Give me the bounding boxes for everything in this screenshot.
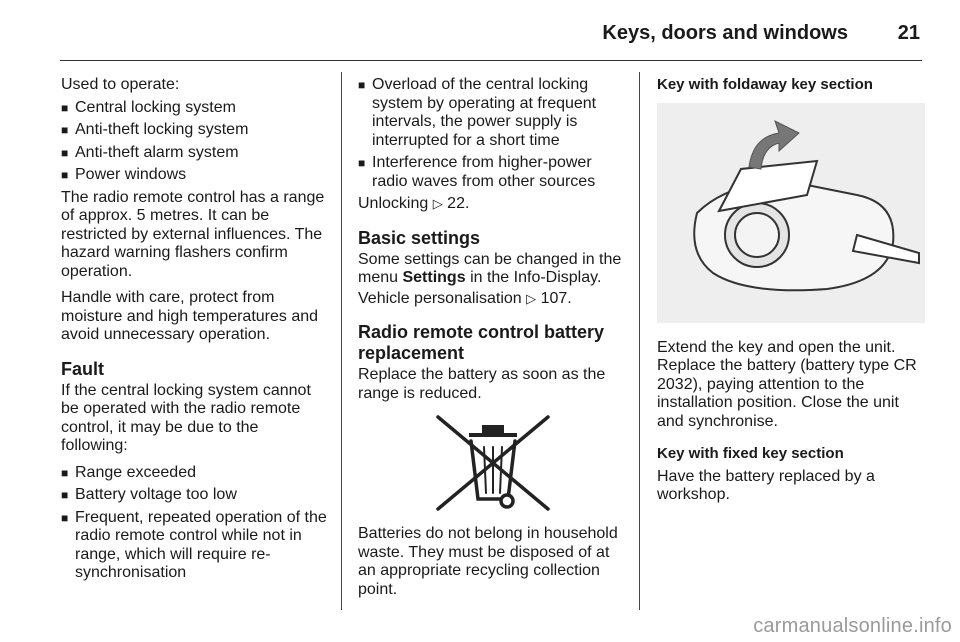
key-battery-illustration [657, 103, 925, 323]
basic-text-2: in the Info-Display. [470, 269, 602, 286]
page-header [60, 18, 922, 61]
unlocking-page-ref[interactable]: 22. [447, 195, 470, 212]
handle-paragraph: Handle with care, protect from moisture and high temperatures and avoid unnecessary operation. [61, 289, 319, 343]
list-item: ■ Range exceeded [61, 464, 329, 483]
arrow-right-icon: ▷ [432, 196, 443, 211]
personalisation-reference [358, 290, 626, 309]
battery-replacement-paragraph: Replace the battery as soon as the range is reduced. [358, 366, 606, 402]
column-divider [639, 72, 640, 610]
fault-list [61, 464, 329, 583]
fault-paragraph: If the central locking system cannot be operated with the radio remote control, it may be due to the following: [61, 381, 311, 454]
list-item: ■ Frequent, repeated operation of the radio remote control while not in range, which will require re-synchronisation [61, 509, 329, 583]
foldaway-key-paragraph: Extend the key and open the unit. Replace the battery (battery type CR 2032), paying attention to the installation position. Close the unit and synchronise. [657, 338, 917, 430]
fixed-key-heading: Key with fixed key section [657, 445, 844, 462]
list-item: ■ Overload of the central locking system by operating at frequent intervals, the power supply is interrupted for a short time [358, 76, 626, 150]
battery-replacement-heading: Radio remote control battery replacement [358, 322, 605, 363]
page-title: Keys, doors and windows [602, 22, 848, 44]
crossed-bin-icon [358, 411, 626, 515]
intro-text: Used to operate: [61, 76, 180, 93]
page-number: 21 [897, 22, 920, 44]
personalisation-page-ref[interactable]: 107. [540, 289, 572, 307]
range-paragraph: The radio remote control has a range of approx. 5 metres. It can be restricted by external influences. The hazard warning flashers confirm operation. [61, 188, 325, 280]
list-item: ■ Interference from higher-power radio waves from other sources [358, 154, 626, 191]
basic-settings-paragraph [358, 251, 626, 288]
unlocking-text: Unlocking [358, 195, 429, 212]
settings-menu-name: Settings [402, 269, 466, 286]
foldaway-key-heading: Key with foldaway key section [657, 76, 873, 93]
unlocking-reference [358, 195, 626, 214]
disposal-paragraph: Batteries do not belong in household waste. They must be disposed of at an appropriate recycling collection point. [358, 525, 618, 598]
column-2 [358, 76, 626, 607]
list-item: ■ Power windows [61, 166, 329, 185]
list-item: ■ Battery voltage too low [61, 486, 329, 505]
operate-list [61, 99, 329, 185]
list-item: ■ Anti-theft locking system [61, 121, 329, 140]
fault-heading: Fault [61, 358, 104, 379]
cause-list [358, 76, 626, 191]
arrow-right-icon: ▷ [526, 290, 537, 306]
personalisation-text: Vehicle personalisation [358, 289, 522, 307]
fixed-key-paragraph: Have the battery replaced by a workshop. [657, 467, 875, 503]
column-divider [341, 72, 342, 610]
basic-text-1: Some settings can be changed in the menu [358, 250, 622, 286]
basic-settings-heading: Basic settings [358, 227, 481, 248]
column-1 [61, 76, 329, 587]
watermark: carmanualsonline.info [753, 615, 952, 637]
list-item: ■ Anti-theft alarm system [61, 144, 329, 163]
column-3 [657, 76, 925, 513]
list-item: ■ Central locking system [61, 99, 329, 118]
